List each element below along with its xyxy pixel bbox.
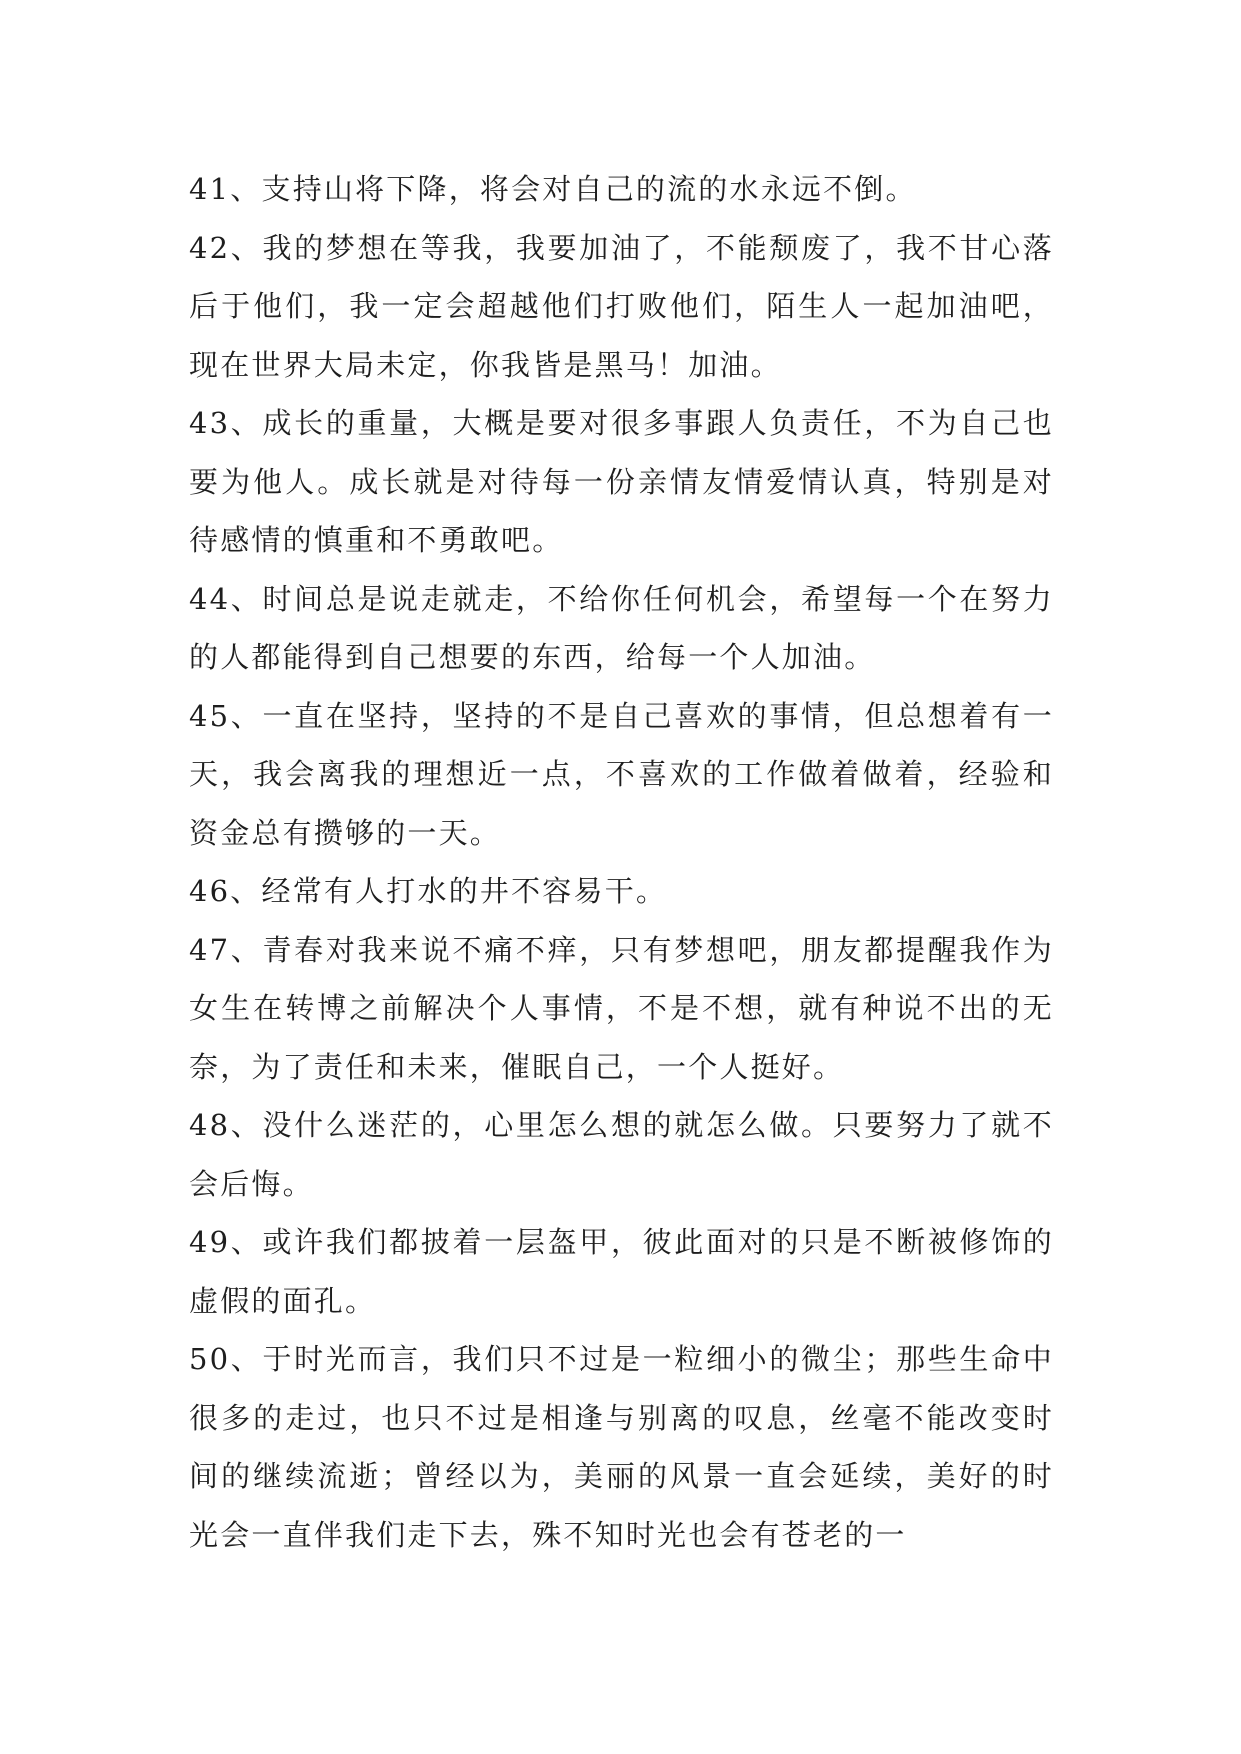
entry-49: 49、或许我们都披着一层盔甲，彼此面对的只是不断被修饰的虚假的面孔。 — [189, 1225, 1054, 1318]
entry-44: 44、时间总是说走就走，不给你任何机会，希望每一个在努力的人都能得到自己想要的东西，给每一个人加油。 — [189, 581, 1054, 674]
document-body — [189, 160, 1054, 1564]
entry-43: 43、成长的重量，大概是要对很多事跟人负责任，不为自己也要为他人。成长就是对待每一份亲情友情爱情认真，特别是对待感情的慎重和不勇敢吧。 — [189, 406, 1054, 557]
entry-42: 42、我的梦想在等我，我要加油了，不能颓废了，我不甘心落后于他们，我一定会超越他们打败他们，陌生人一起加油吧，现在世界大局未定，你我皆是黑马！加油。 — [189, 230, 1054, 382]
entry-45: 45、一直在坚持，坚持的不是自己喜欢的事情，但总想着有一天，我会离我的理想近一点，不喜欢的工作做着做着，经验和资金总有攒够的一天。 — [189, 698, 1054, 850]
entry-48: 48、没什么迷茫的，心里怎么想的就怎么做。只要努力了就不会后悔。 — [189, 1108, 1054, 1201]
entry-47: 47、青春对我来说不痛不痒，只有梦想吧，朋友都提醒我作为女生在转博之前解决个人事情，不是不想，就有种说不出的无奈，为了责任和未来，催眠自己，一个人挺好。 — [189, 932, 1054, 1084]
entry-50: 50、于时光而言，我们只不过是一粒细小的微尘；那些生命中很多的走过，也只不过是相逢与别离的叹息，丝毫不能改变时间的继续流逝；曾经以为，美丽的风景一直会延续，美好的时光会一直伴我们走下去，殊不知时光也会有苍老的一 — [189, 1342, 1054, 1552]
entry-46: 46、经常有人打水的井不容易干。 — [189, 874, 668, 908]
entry-41: 41、支持山将下降，将会对自己的流的水永远不倒。 — [189, 172, 917, 206]
